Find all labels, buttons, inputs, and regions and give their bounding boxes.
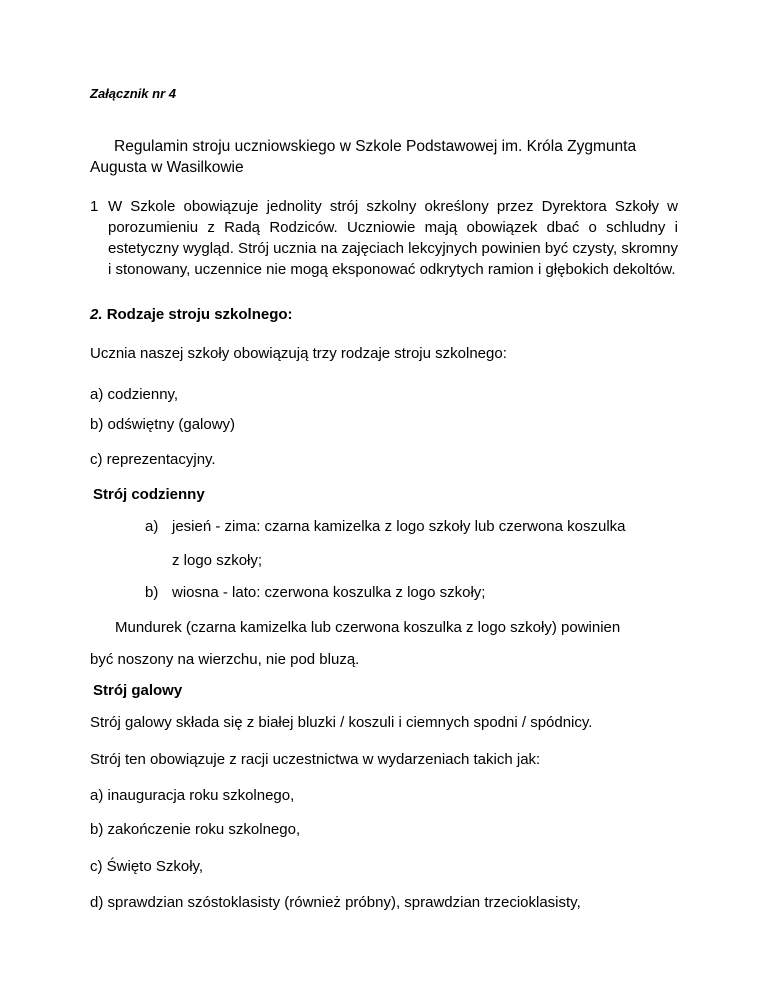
daily-item-a-marker: a) (145, 518, 159, 535)
gala-event-c: c) Święto Szkoły, (90, 858, 204, 875)
section-2-intro: Ucznia naszej szkoły obowiązują trzy rodzaje stroju szkolnego: (90, 345, 507, 362)
uniform-type-a: a) codzienny, (90, 386, 179, 403)
uniform-type-b: b) odświętny (galowy) (90, 416, 236, 433)
daily-item-b-text: wiosna - lato: czerwona koszulka z logo szkoły; (172, 584, 486, 601)
item-1-text: W Szkole obowiązuje jednolity strój szkolny określony przez Dyrektora Szkoły w porozumieniu z Radą Rodziców. Uczniowie mają obowiązek dbać o schludny i estetyczny wygląd. Strój ucznia na zajęciach lekcyjnych powinien być czysty, skromny i stonowany, uczennice nie mogą eksponować odkrytych ramion i głębokich dekoltów. (108, 198, 678, 278)
gala-event-b: b) zakończenie roku szkolnego, (90, 821, 301, 838)
uniform-type-c: c) reprezentacyjny. (90, 451, 216, 468)
daily-item-b-marker: b) (145, 584, 159, 601)
gala-event-a: a) inauguracja roku szkolnego, (90, 787, 295, 804)
gala-intro: Strój ten obowiązuje z racji uczestnictwa w wydarzeniach takich jak: (90, 751, 541, 768)
document-title: Regulamin stroju uczniowskiego w Szkole Podstawowej im. Króla Zygmunta Augusta w Wasilkowie (90, 138, 637, 176)
daily-note-line-1: Mundurek (czarna kamizelka lub czerwona koszulka z logo szkoły) powinien (115, 619, 621, 636)
section-2-number: 2. (90, 306, 103, 323)
section-2-heading (90, 306, 293, 323)
daily-item-a-continuation: z logo szkoły; (172, 552, 263, 569)
annex-label: Załącznik nr 4 (90, 86, 176, 101)
daily-heading: Strój codzienny (93, 486, 205, 503)
section-2-title: Rodzaje stroju szkolnego: (106, 306, 293, 323)
gala-heading: Strój galowy (93, 682, 183, 699)
gala-event-d: d) sprawdzian szóstoklasisty (również próbny), sprawdzian trzecioklasisty, (90, 894, 581, 911)
item-1-number: 1 (90, 198, 99, 215)
daily-note-line-2: być noszony na wierzchu, nie pod bluzą. (90, 651, 360, 668)
gala-description: Strój galowy składa się z białej bluzki / koszuli i ciemnych spodni / spódnicy. (90, 714, 593, 731)
daily-item-a-text: jesień - zima: czarna kamizelka z logo szkoły lub czerwona koszulka (172, 518, 626, 535)
